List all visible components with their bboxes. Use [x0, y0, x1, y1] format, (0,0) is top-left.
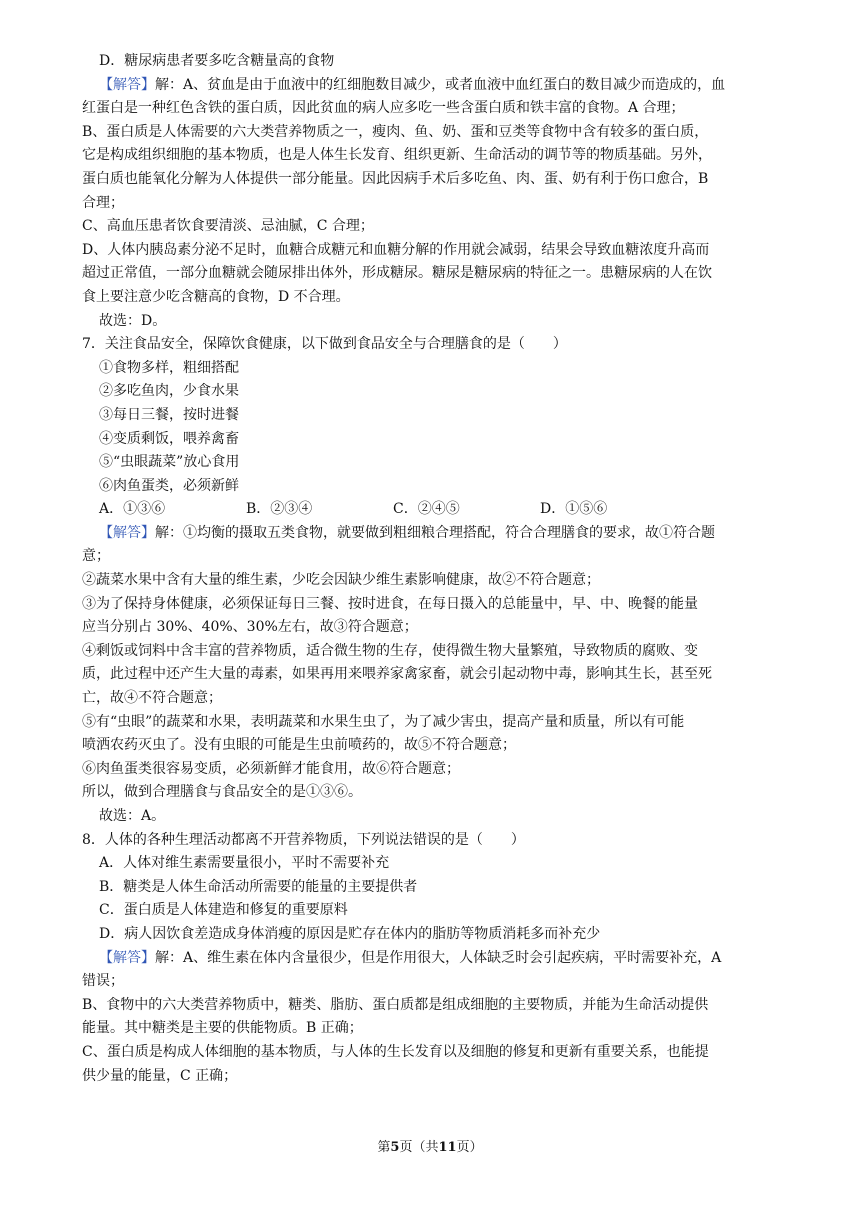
footer-page-number: 5	[390, 1140, 400, 1155]
text-line: 供少量的能量，C 正确；	[82, 1067, 238, 1084]
item-line: ⑥肉鱼蛋类，必须新鲜	[99, 477, 239, 494]
text-line: B、食物中的六大类营养物质中，糖类、脂肪、蛋白质都是组成细胞的主要物质，并能为生命活动提供	[82, 996, 709, 1013]
question-8-stem: 8．人体的各种生理活动都离不开营养物质，下列说法错误的是（ ）	[82, 831, 525, 848]
answer-tag: 【解答】	[99, 76, 155, 93]
option-line: D．病人因饮食差造成身体消瘦的原因是贮存在体内的脂肪等物质消耗多而补充少	[99, 925, 601, 942]
text-line: 合理；	[82, 194, 124, 211]
text-line: 质，此过程中还产生大量的毒素，如果再用来喂养家禽家畜，就会引起动物中毒，影响其生长，甚至死	[82, 666, 712, 683]
footer-post: 页）	[456, 1140, 483, 1155]
question-7-stem: 7．关注食品安全，保障饮食健康，以下做到食品安全与合理膳食的是（ ）	[82, 336, 567, 353]
conclusion-line: 故选：D。	[99, 312, 167, 329]
text-line: ③为了保持身体健康，必须保证每日三餐、按时进食，在每日摄入的总能量中，早、中、晚餐的能量	[82, 595, 698, 612]
page-content	[82, 50, 782, 1088]
text-line: 它是构成组织细胞的基本物质，也是人体生长发育、组织更新、生命活动的调节等的物质基础。另外，	[82, 147, 712, 164]
item-line: ②多吃鱼肉，少食水果	[99, 383, 239, 400]
text-line: 蛋白质也能氧化分解为人体提供一部分能量。因此因病手术后多吃鱼、肉、蛋、奶有利于伤口愈合，B	[82, 170, 709, 187]
item-line: ①食物多样，粗细搭配	[99, 359, 239, 376]
text-line: C、蛋白质是构成人体细胞的基本物质，与人体的生长发育以及细胞的修复和更新有重要关系，也能提	[82, 1043, 709, 1060]
choice-a: A．①③⑥	[99, 501, 166, 518]
text-line: 亡，故④不符合题意；	[82, 690, 222, 707]
text-line: ⑤有“虫眼”的蔬菜和水果，表明蔬菜和水果生虫了，为了减少害虫，提高产量和质量，所以有可能	[82, 713, 685, 730]
text-line: 喷洒农药灭虫了。没有虫眼的可能是生虫前喷药的，故⑤不符合题意；	[82, 737, 516, 754]
text-line: ⑥肉鱼蛋类很容易变质，必须新鲜才能食用，故⑥符合题意；	[82, 760, 460, 777]
option-line: B．糖类是人体生命活动所需要的能量的主要提供者	[99, 878, 418, 895]
choice-b: B．②③④	[246, 501, 313, 518]
answer-line	[82, 947, 782, 971]
answer-text: 解：①均衡的摄取五类食物，就要做到粗细粮合理搭配，符合合理膳食的要求，故①符合题	[155, 524, 715, 541]
option-line: C．蛋白质是人体建造和修复的重要原料	[99, 902, 348, 919]
answer-line	[82, 522, 782, 546]
question-7-choices	[82, 498, 782, 522]
text-line: 超过正常值，一部分血糖就会随尿排出体外，形成糖尿。糖尿是糖尿病的特征之一。患糖尿病的人在饮	[82, 265, 712, 282]
text-line: 错误；	[82, 973, 124, 990]
answer-tag: 【解答】	[99, 524, 155, 541]
text-line: C、高血压患者饮食要清淡、忌油腻，C 合理；	[82, 218, 374, 235]
answer-line	[82, 74, 782, 98]
text-line: 食上要注意少吃含糖高的食物，D 不合理。	[82, 288, 350, 305]
conclusion-line: 故选：A。	[99, 808, 166, 824]
item-line: ③每日三餐，按时进餐	[99, 406, 239, 423]
option-line: D．糖尿病患者要多吃含糖量高的食物	[99, 53, 335, 69]
item-line: ④变质剩饭，喂养禽畜	[99, 430, 239, 447]
text-line: B、蛋白质是人体需要的六大类营养物质之一，瘦肉、鱼、奶、蛋和豆类等食物中含有较多的蛋白质，	[82, 123, 709, 140]
footer-total-pages: 11	[438, 1140, 457, 1155]
text-line: 意；	[82, 548, 110, 565]
option-line: A．人体对维生素需要量很小，平时不需要补充	[99, 855, 390, 872]
text-line: ②蔬菜水果中含有大量的维生素，少吃会因缺少维生素影响健康，故②不符合题意；	[82, 572, 600, 589]
text-line: 能量。其中糖类是主要的供能物质。B 正确；	[82, 1020, 363, 1037]
choice-d: D．①⑤⑥	[540, 501, 608, 518]
answer-tag: 【解答】	[99, 949, 155, 966]
page-footer	[0, 1136, 860, 1155]
text-line: 应当分别占 30%、40%、30%左右，故③符合题意；	[82, 619, 418, 636]
answer-text: 解：A、贫血是由于血液中的红细胞数目减少，或者血液中血红蛋白的数目减少而造成的，血	[155, 76, 726, 93]
text-line: ④剩饭或饲料中含丰富的营养物质，适合微生物的生存，使得微生物大量繁殖，导致物质的腐败、变	[82, 642, 698, 659]
text-line: D、人体内胰岛素分泌不足时，血糖合成糖元和血糖分解的作用就会减弱，结果会导致血糖浓度升高而	[82, 241, 710, 258]
answer-text: 解：A、维生素在体内含量很少，但是作用很大，人体缺乏时会引起疾病，平时需要补充，A	[155, 949, 722, 966]
text-line: 所以，做到合理膳食与食品安全的是①③⑥。	[82, 784, 362, 801]
footer-mid: 页（共	[399, 1140, 439, 1155]
footer-pre: 第	[377, 1140, 391, 1155]
choice-c: C．②④⑤	[393, 501, 460, 518]
item-line: ⑤“虫眼蔬菜”放心食用	[99, 454, 240, 471]
text-line: 红蛋白是一种红色含铁的蛋白质，因此贫血的病人应多吃一些含蛋白质和铁丰富的食物。A 合理；	[82, 100, 685, 117]
